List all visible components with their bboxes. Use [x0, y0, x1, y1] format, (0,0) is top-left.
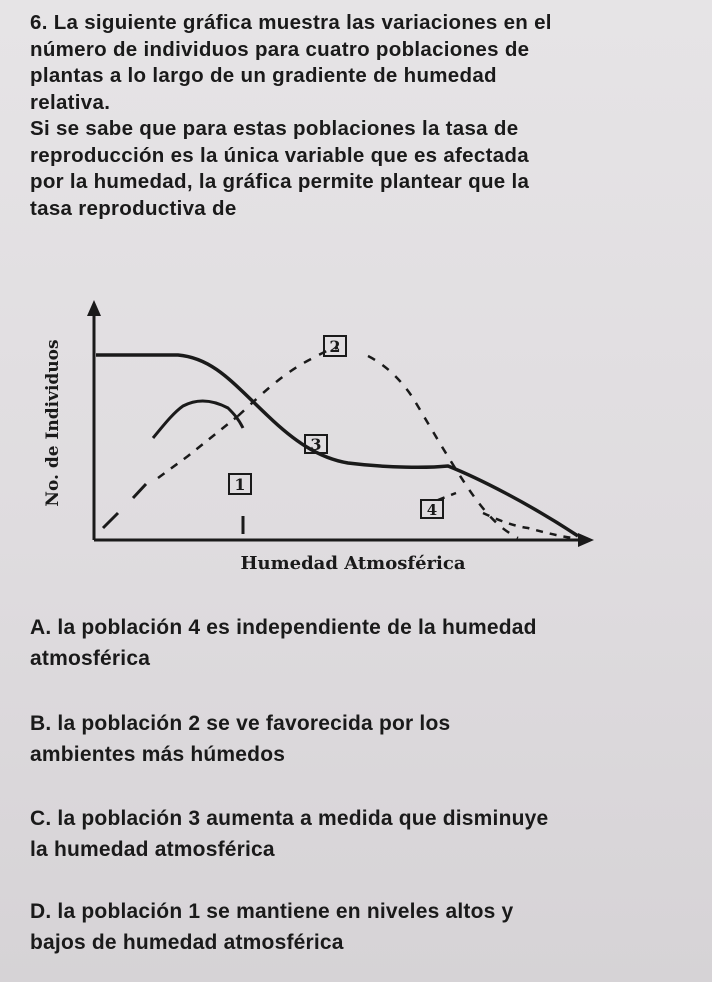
- question-text: [30, 10, 630, 222]
- curve-2: [238, 348, 518, 538]
- option-c[interactable]: [30, 803, 670, 865]
- label-2-text: 2: [329, 337, 341, 356]
- intro-line: 6. La siguiente gráfica muestra las variaciones en el: [30, 11, 552, 34]
- option-d-line: D. la población 1 se mantiene en niveles altos y: [30, 900, 514, 923]
- option-c-line: C. la población 3 aumenta a medida que disminuye: [30, 807, 549, 830]
- option-b-line: B. la población 2 se ve favorecida por los: [30, 712, 451, 735]
- label-3: [305, 435, 327, 454]
- intro-line: plantas a lo largo de un gradiente de humedad: [30, 64, 497, 87]
- label-3-text: 3: [310, 435, 322, 454]
- label-1: [229, 474, 251, 494]
- intro-line: relativa.: [30, 90, 111, 114]
- curve-1-dashed: [158, 416, 238, 478]
- y-axis-arrow: [87, 300, 101, 316]
- y-axis-label: No. de Individuos: [43, 339, 63, 507]
- option-d-line: bajos de humedad atmosférica: [30, 931, 344, 954]
- option-a-line: atmosférica: [30, 647, 151, 670]
- intro-line: número de individuos para cuatro poblaciones de: [30, 37, 530, 61]
- x-axis-label: Humedad Atmosférica: [240, 553, 466, 574]
- intro-line: tasa reproductiva de: [30, 196, 237, 220]
- x-axis-arrow: [578, 533, 594, 547]
- intro-line: reproducción es la única variable que es afectada: [30, 143, 529, 167]
- option-c-line: la humedad atmosférica: [30, 838, 275, 861]
- label-1-text: 1: [234, 475, 246, 494]
- label-4-text: 4: [426, 501, 438, 519]
- option-b[interactable]: [30, 708, 670, 770]
- option-a[interactable]: [30, 612, 670, 674]
- population-chart: [28, 288, 608, 588]
- option-b-line: ambientes más húmedos: [30, 743, 286, 766]
- curve-3: [96, 355, 578, 536]
- intro-line: Si se sabe que para estas poblaciones la tasa de: [30, 117, 519, 140]
- option-d[interactable]: [30, 896, 670, 958]
- intro-line: por la humedad, la gráfica permite plantear que la: [30, 170, 530, 193]
- label-2: [324, 336, 346, 356]
- option-a-line: A. la población 4 es independiente de la humedad: [30, 616, 537, 639]
- label-4: [421, 500, 443, 519]
